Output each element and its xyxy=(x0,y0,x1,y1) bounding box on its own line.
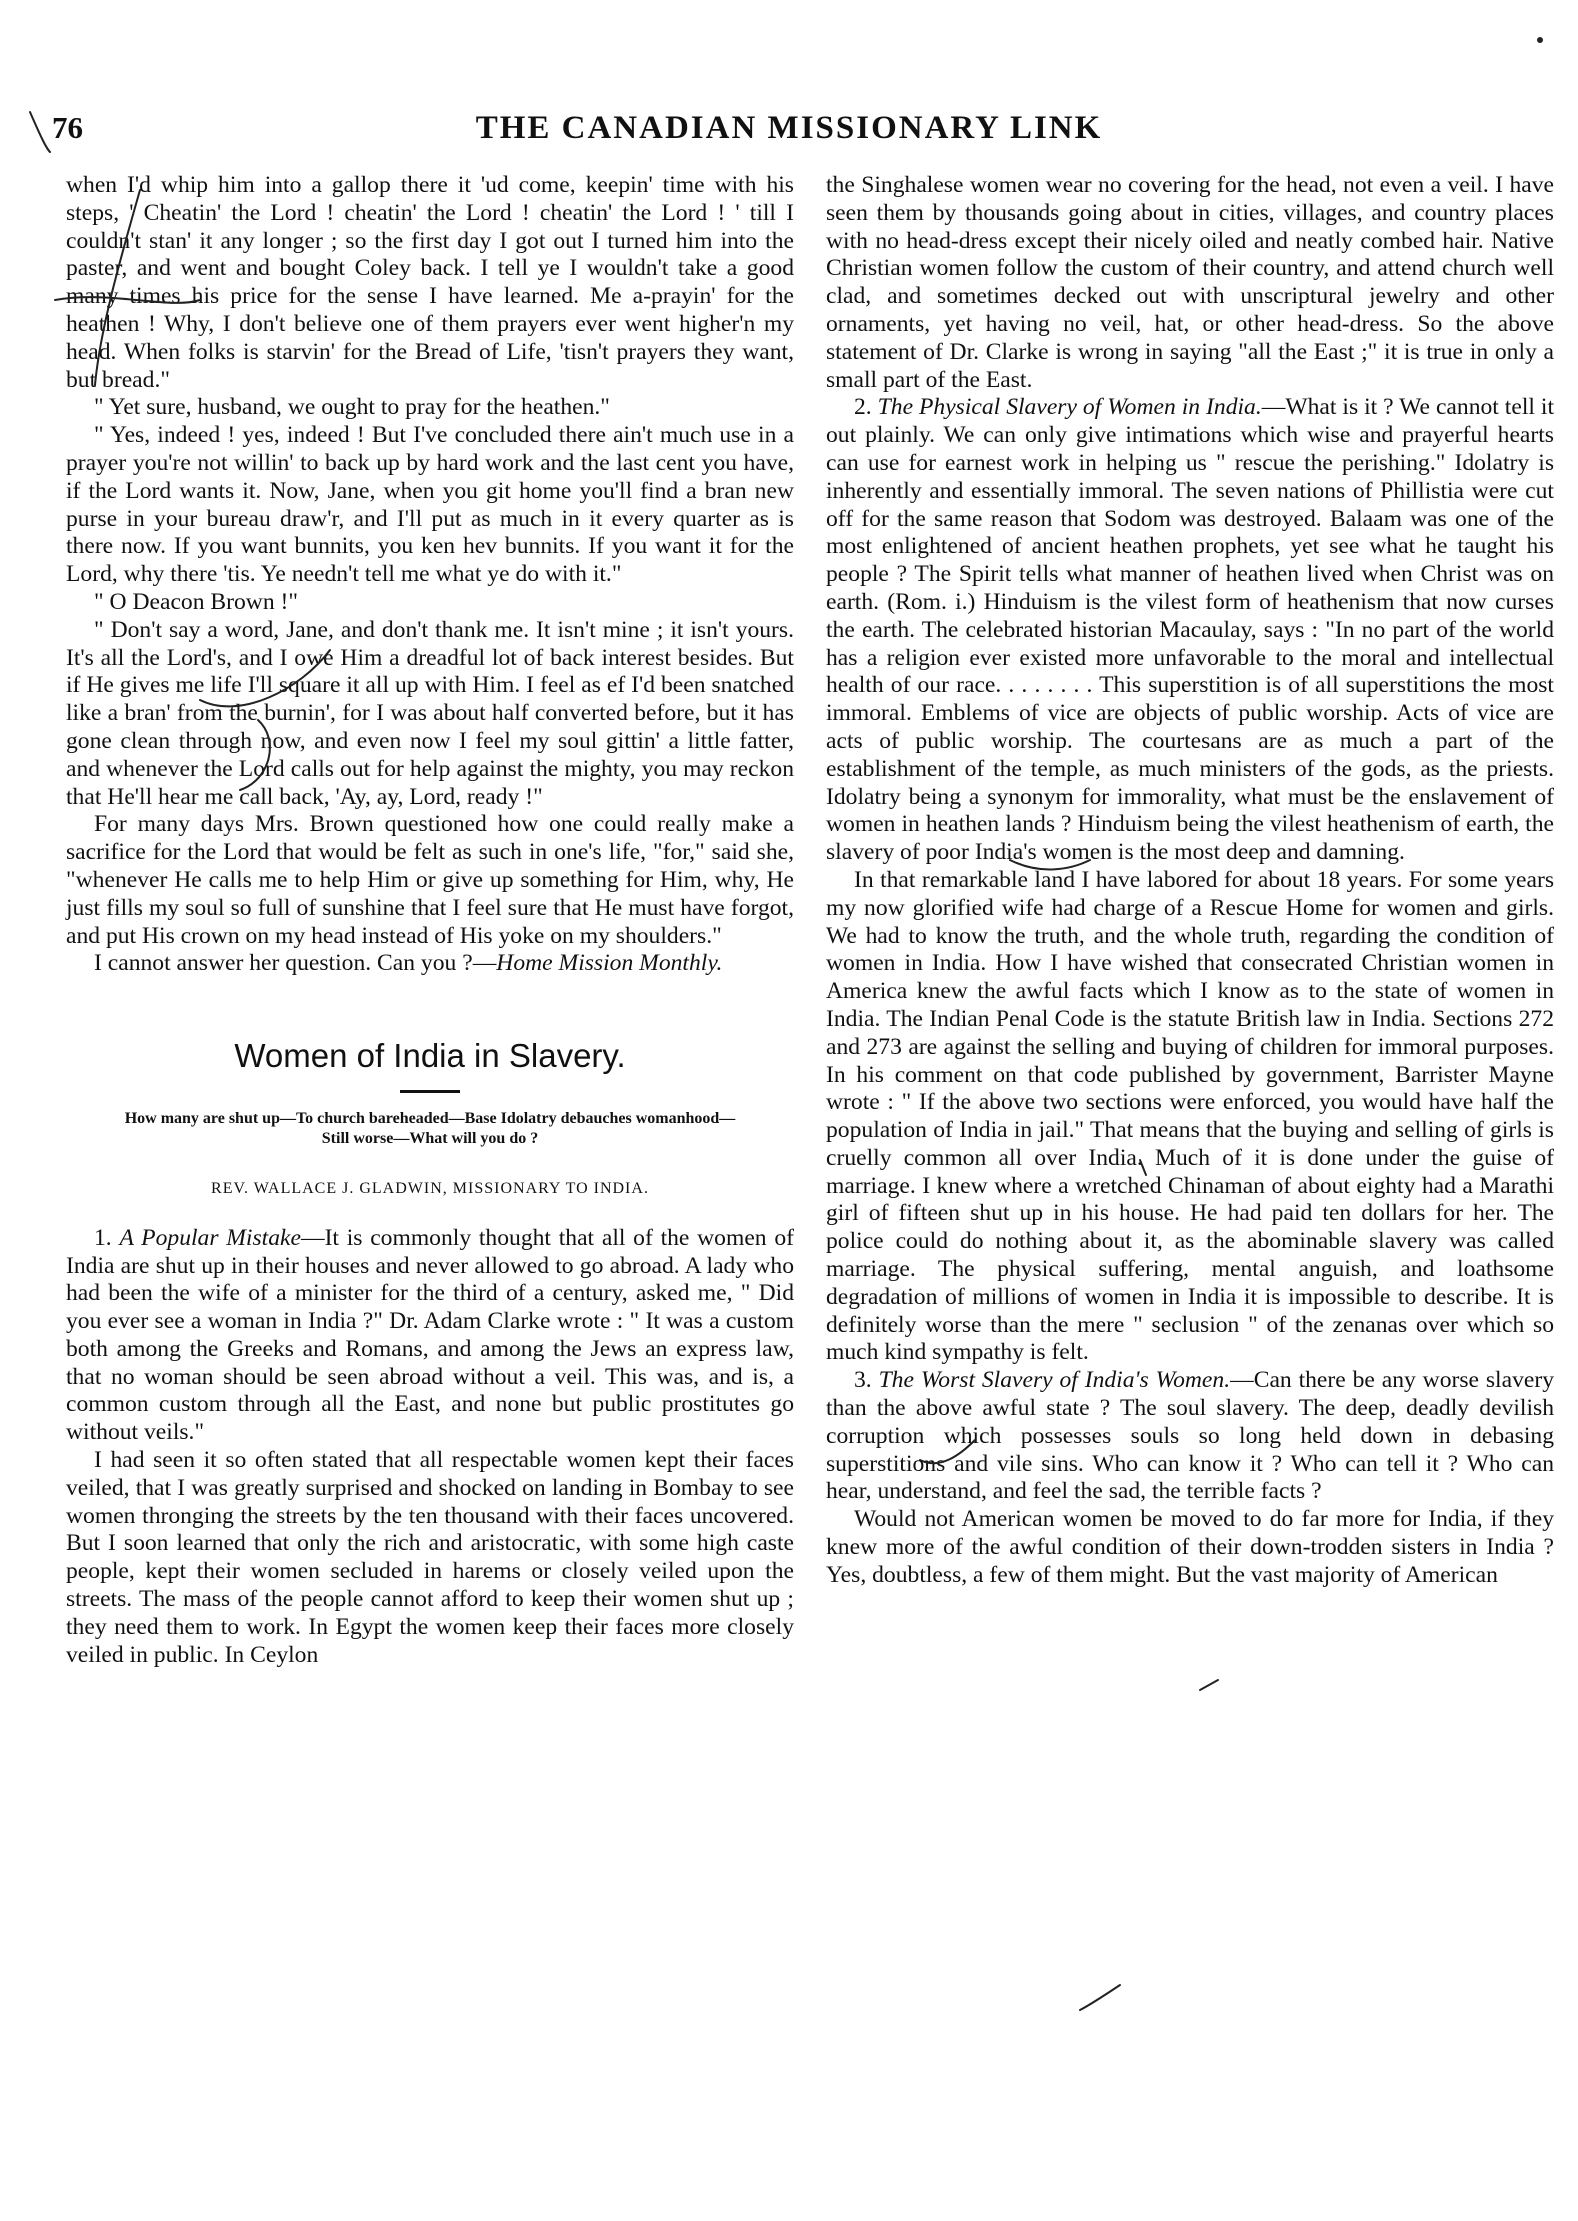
section-3-label: 3. xyxy=(854,1367,879,1394)
pencil-stroke xyxy=(1080,1985,1120,2010)
section-3-heading: The Worst Slavery of India's Women. xyxy=(878,1367,1231,1394)
left-column xyxy=(66,172,794,1669)
story-paragraph: " O Deacon Brown !" xyxy=(94,588,299,615)
section-3-paragraph xyxy=(826,1367,1554,1506)
right-column xyxy=(826,172,1554,1590)
section-2-heading: The Physical Slavery of Women in India. xyxy=(877,394,1262,421)
closing-text: I cannot answer her question. Can you ?— xyxy=(94,950,497,977)
section-1-paragraph xyxy=(66,1225,794,1447)
story-paragraph: " Yet sure, husband, we ought to pray for the heathen." xyxy=(94,394,610,421)
story-closing xyxy=(66,950,794,978)
story-paragraph: For many days Mrs. Brown questioned how one could really make a sacrifice for the Lord that would be felt as such in one's life, "for," said she, "whenever He calls me to help Him or give up something for Him, why, He just fills my soul so full of sunshine that I feel sure that He must have forgot, and put His crown on my head instead of His yoke on my shoulders." xyxy=(66,811,794,949)
section-1-text: —It is commonly thought that all of the women of India are shut up in their houses and never allowed to go abroad. A lady who had been the wife of a minister for the third of a century, asked me, " Did you ever see a woman in India ?" Dr. Adam Clarke wrote : " It was a custom both among the Greeks and Romans, and among the Jews an express law, that no woman should be seen abroad without a veil. This was, and is, a common custom through all the East, and none but public prostitutes go without veils." xyxy=(66,1224,795,1446)
section-1-heading: A Popular Mistake xyxy=(119,1224,301,1251)
running-title: THE CANADIAN MISSIONARY LINK xyxy=(475,110,1103,146)
article-byline: REV. WALLACE J. GLADWIN, MISSIONARY TO INDIA. xyxy=(211,1179,649,1197)
article-subhead: How many are shut up—To church bareheaded—Base Idolatry debauches womanhood—Still worse—What will you do ? xyxy=(124,1109,736,1147)
closing-source: Home Mission Monthly. xyxy=(496,950,723,977)
article-title: Women of India in Slavery. xyxy=(234,1037,626,1075)
article-paragraph: I had seen it so often stated that all respectable women kept their faces veiled, that I was greatly surprised and shocked on landing in Bombay to see women thronging the streets by the ten thousand with their faces uncovered. But I soon learned that only the rich and aristocratic, with some high caste people, kept their women secluded in harems or closely veiled upon the streets. The mass of the people cannot afford to keep their women shut up ; they need them to work. In Egypt the women keep their faces more closely veiled in public. In Ceylon xyxy=(66,1447,794,1668)
section-2-paragraph xyxy=(826,394,1554,867)
pencil-stroke xyxy=(1200,1680,1218,1690)
section-2-label: 2. xyxy=(854,394,878,421)
story-paragraph: " Don't say a word, Jane, and don't thank me. It isn't mine ; it isn't yours. It's all the Lord's, and I owe Him a dreadful lot of back interest besides. But if He gives me life I'll square it all up with Him. I feel as ef I'd been snatched like a bran' from the burnin', for I was about half converted before, but it has gone clean through now, and even now I feel my soul gittin' a little fatter, and whenever the Lord calls out for help against the mighty, you may reckon that He'll hear me call back, 'Ay, ay, Lord, ready !" xyxy=(66,616,794,810)
story-paragraph: " Yes, indeed ! yes, indeed ! But I've concluded there ain't much use in a prayer you're not willin' to back up by hard work and the last cent you have, if the Lord wants it. Now, Jane, when you git home you'll find a bran new purse in your bureau draw'r, and I'll put as much in it every quarter as is there now. If you want bunnits, you ken hev bunnits. If you want it for the Lord, why there 'tis. Ye needn't tell me what ye do with it." xyxy=(66,422,794,588)
title-rule xyxy=(400,1090,460,1093)
article-paragraph: Would not American women be moved to do far more for India, if they knew more of the awful condition of their down-trodden sisters in India ? Yes, doubtless, a few of them might. But the vast majority of American xyxy=(826,1506,1554,1588)
section-3-text: —Can there be any worse slavery than the above awful state ? The soul slavery. The deep, deadly devilish corruption which possesses souls so long held down in debasing superstitions and vile sins. Who can know it ? Who can tell it ? Who can hear, understand, and feel the sad, the terrible facts ? xyxy=(826,1367,1554,1505)
article-paragraph: In that remarkable land I have labored for about 18 years. For some years my now glorified wife had charge of a Rescue Home for women and girls. We had to know the truth, and the whole truth, regarding the condition of women in India. How I have wished that consecrated Christian women in America knew the awful facts which I know as to the state of women in India. The Indian Penal Code is the statute British law in India. Sections 272 and 273 are against the selling and buying of children for immoral purposes. In his comment on that code published by government, Barrister Mayne wrote : " If the above two sections were enforced, you would have half the population of India in jail." That means that the buying and selling of girls is cruelly common all over India. Much of it is done under the guise of marriage. I knew where a wretched Chinaman of about eighty had a Marathi girl of fifteen shut up in his house. He had paid ten dollars for her. The police could do nothing about it, as the abominable slavery was called marriage. The physical suffering, mental anguish, and loathsome degradation of millions of women in India it is impossible to describe. It is definitely worse than the mere " seclusion " of the zenanas over which so much kind sympathy is felt. xyxy=(826,866,1554,1366)
section-2-text: —What is it ? We cannot tell it out plainly. We can only give intimations which wise and prayerful hearts can use for earnest work in helping us " rescue the perishing." Idolatry is inherently and essentially immoral. The seven nations of Phillistia were cut off for the same reason that Sodom was destroyed. Balaam was one of the most enlightened of ancient heathen prophets, yet see what he taught his people ? The Spirit tells what manner of heathen lived when Christ was on earth. (Rom. i.) Hinduism is the vilest form of heathenism that now curses the earth. The celebrated historian Macaulay, says : "In no part of the world has a religion ever existed more unfavorable to the moral and intellectual health of our race. . . . . . . . This superstition is of all superstitions the most immoral. Emblems of vice are objects of public worship. Acts of vice are acts of public worship. The courtesans are as much a part of the establishment of the temple, as much ministers of the gods, as the priests. Idolatry being a synonym for immorality, what must be the enslavement of women in heathen lands ? Hinduism being the vilest heathenism of earth, the slavery of poor India's women is the most deep and damning. xyxy=(826,394,1555,866)
ink-dot xyxy=(1537,37,1543,43)
page-number: 76 xyxy=(52,110,83,145)
story-paragraph: when I'd whip him into a gallop there it 'ud come, keepin' time with his steps, ' Cheatin' the Lord ! cheatin' the Lord ! cheatin' the Lord ! ' till I couldn't stan' it any longer ; so the first day I got out I turned him into the paster, and went and bought Coley back. I tell ye I wouldn't take a good many times his price for the sense I have learned. Me a-prayin' for the heathen ! Why, I don't believe one of them prayers ever went higher'n my head. When folks is starvin' for the Bread of Life, 'tisn't prayers they want, but bread." xyxy=(66,172,794,393)
article-paragraph: the Singhalese women wear no covering for the head, not even a veil. I have seen them by thousands going about in cities, villages, and country places with no head-dress except their nicely oiled and neatly combed hair. Native Christian women follow the custom of their country, and attend church well clad, and sometimes decked out with unscriptural jewelry and other ornaments, yet having no veil, hat, or other head-dress. So the above statement of Dr. Clarke is wrong in saying "all the East ;" it is true in only a small part of the East. xyxy=(826,172,1554,393)
section-1-label: 1. xyxy=(94,1224,120,1251)
